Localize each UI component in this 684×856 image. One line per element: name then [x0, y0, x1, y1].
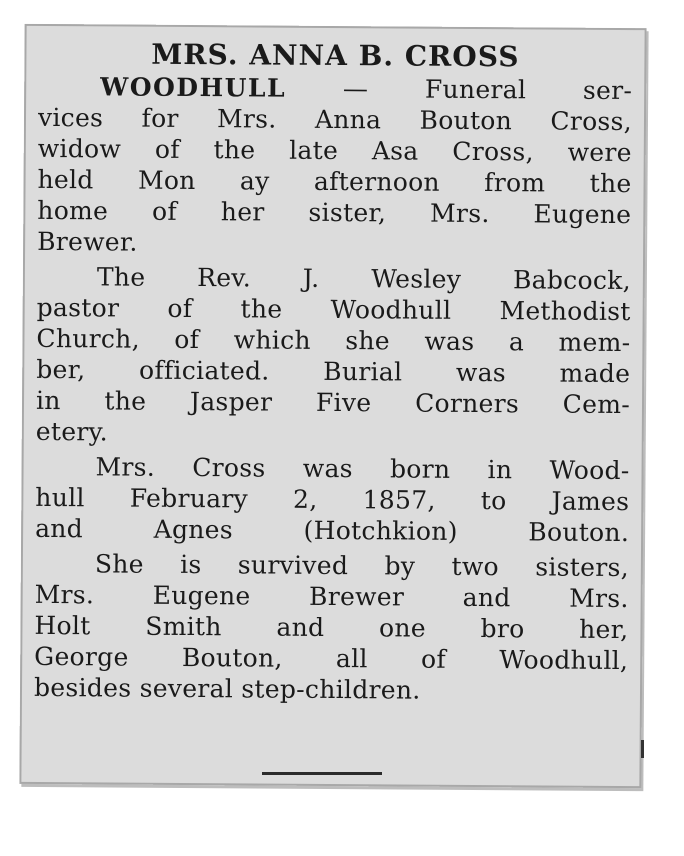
- dateline: WOODHULL: [100, 72, 287, 103]
- text-line: Mrs. Cross was born in Wood-: [95, 452, 630, 486]
- text-line: vices for Mrs. Anna Bouton Cross,: [37, 102, 633, 137]
- text-line-rest: — Funeral ser-: [342, 74, 633, 106]
- edge-mark: [641, 740, 644, 758]
- paragraph-4: [34, 548, 629, 707]
- text-line: The Rev. J. Wesley Babcock,: [96, 262, 631, 296]
- text-line: George Bouton, all of Woodhull,: [34, 641, 629, 676]
- text-line: Church, of which she was a mem-: [36, 323, 631, 358]
- paragraph-3: [35, 451, 630, 548]
- text-line: She is survived by two sisters,: [94, 549, 629, 583]
- text-line: held Mon ay afternoon from the: [37, 164, 632, 199]
- text-line: etery.: [35, 416, 109, 447]
- text-line: [38, 71, 632, 106]
- newspaper-clipping: [19, 24, 646, 788]
- paragraph-1: [37, 71, 632, 261]
- text-line: home of her sister, Mrs. Eugene: [37, 195, 632, 230]
- text-line: hull February 2, 1857, to James: [35, 482, 630, 517]
- headline: MRS. ANNA B. CROSS: [151, 37, 520, 74]
- end-rule: [262, 772, 382, 775]
- text-line: in the Jasper Five Corners Cem-: [35, 385, 631, 420]
- text-line: and Agnes (Hotchkion) Bouton.: [35, 513, 630, 548]
- text-line: Holt Smith and one bro her,: [34, 610, 629, 645]
- text-line: Mrs. Eugene Brewer and Mrs.: [34, 579, 629, 614]
- text-line: besides several step-children.: [33, 672, 421, 705]
- text-line: Brewer.: [37, 226, 138, 257]
- text-line: widow of the late Asa Cross, were: [37, 133, 632, 168]
- obituary-text: [34, 38, 633, 711]
- paragraph-2: [36, 261, 631, 451]
- text-line: pastor of the Woodhull Methodist: [36, 292, 631, 327]
- text-line: ber, officiated. Burial was made: [36, 354, 631, 389]
